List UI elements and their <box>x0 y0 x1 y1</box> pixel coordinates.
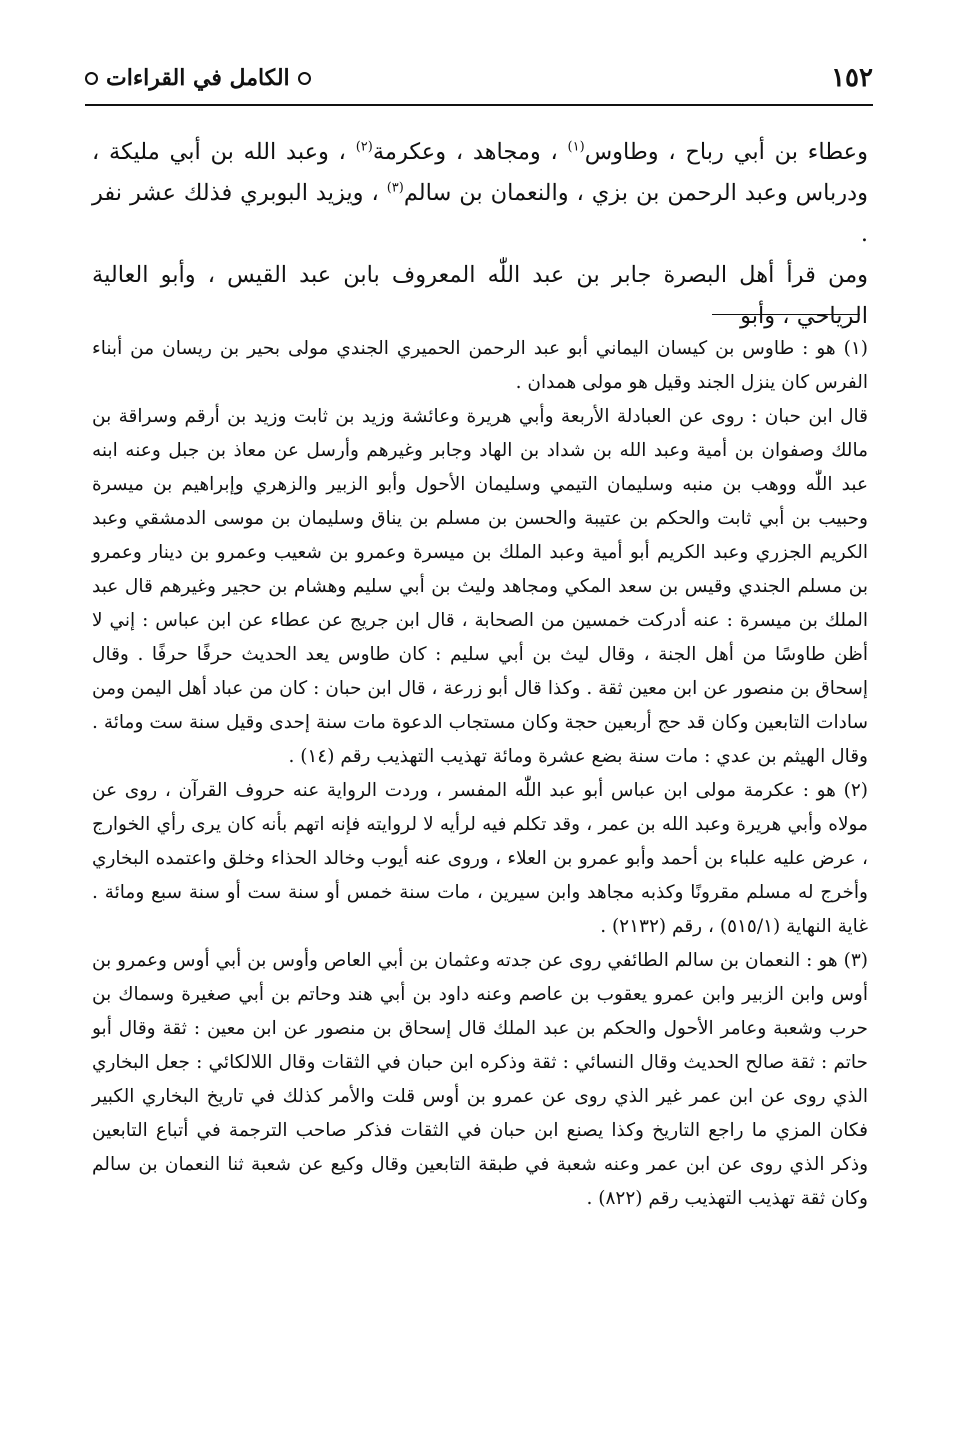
footnote-1-head: (١) هو : طاوس بن كيسان اليماني أبو عبد الرحمن الحميري الجندي مولى بحير بن ريسان من أبناء الفرس كان ينزل الجند وقيل هو مولى همدان . <box>92 338 868 393</box>
text-run: وعطاء بن أبي رباح ، وطاوس <box>584 139 868 165</box>
circle-ornament-icon <box>85 72 98 85</box>
text-run: ، ومجاهد ، وعكرمة <box>372 139 568 165</box>
circle-ornament-icon <box>298 72 311 85</box>
page-number: ١٥٢ <box>831 63 873 93</box>
footnote-ref-3[interactable]: (٣) <box>386 180 404 196</box>
running-title: الكامل في القراءات <box>106 65 290 91</box>
main-paragraph-1 <box>92 132 868 255</box>
footnotes <box>92 332 868 1216</box>
footnote-1-body: قال ابن حبان : روى عن العبادلة الأربعة وأبي هريرة وعائشة وزيد بن ثابت وزيد بن أرقم وسراقة بن مالك وصفوان بن أمية وعبد الله بن شداد بن الهاد وجابر وغيرهم وأرسل عن معاذ بن جبل وعنه ابنه عبد اللّٰه ووهب بن منبه وسليمان التيمي وسليمان الأحول وأبو الزبير والزهري وإبراهيم بن ميسرة وحبيب بن أبي ثابت والحكم بن عتيبة والحسن بن مسلم بن يناق وسليمان بن موسى الدمشقي وعبد الكريم الجزري وعبد الكريم أبو أمية وعبد الملك بن ميسرة وعمرو بن شعيب وعمرو بن دينار وعمرو بن مسلم الجندي وقيس بن سعد المكي ومجاهد وليث بن أبي سليم وهشام بن حجير وغيرهم قال عبد الملك بن ميسرة : عنه أدركت خمسين من الصحابة ، قال ابن جريج عن عطاء عن ابن عباس : إني لا أظن طاوسًا من أهل الجنة ، وقال ليث بن أبي سليم : كان طاوس يعد الحديث حرفًا حرفًا . وقال إسحاق بن منصور عن ابن معين ثقة . وكذا قال أبو زرعة ، قال ابن حبان : كان من عباد أهل اليمن ومن سادات التابعين وكان قد حج أربعين حجة وكان مستجاب الدعوة مات سنة إحدى وقيل سنة ست ومائة . وقال الهيثم بن عدي : مات سنة بضع عشرة ومائة تهذيب التهذيب رقم (١٤) . <box>92 406 868 767</box>
footnote-ref-2[interactable]: (٢) <box>355 139 373 155</box>
page-header <box>85 58 873 98</box>
main-text <box>92 132 868 337</box>
header-rule <box>85 104 873 106</box>
footnote-ref-1[interactable]: (١) <box>567 139 585 155</box>
main-paragraph-2: ومن قرأ أهل البصرة جابر بن عبد اللّٰه المعروف بابن عبد القيس ، وأبو العالية الرياحي ، وأبو <box>92 262 868 329</box>
footnote-2: (٢) هو : عكرمة مولى ابن عباس أبو عبد اللّٰه المفسر ، وردت الرواية عنه حروف القرآن ، روى عن مولاه وأبي هريرة وعبد الله بن عمر ، وقد تكلم فيه لرأيه لا لروايته فإنه اتهم بأنه كان يرى رأي الخوارج ، عرض عليه علباء بن أحمد وأبو عمرو بن العلاء ، وروى عنه أيوب وخالد الحذاء وخلق واعتمده البخاري وأخرج له مسلم مقرونًا وكذبه مجاهد وابن سيرين ، مات سنة خمس أو سنة ست أو سنة سبع ومائة . غاية النهاية (٥١٥/١) ، رقم (٢١٣٢) . <box>92 780 868 937</box>
running-title-wrap <box>85 65 311 91</box>
text-run: ، ويزيد البوبري فذلك عشر نفر . <box>92 180 868 247</box>
text-run: ، وعبد الله بن أبي مليكة ، ودرباس وعبد الرحمن بن بزي ، والنعمان بن سالم <box>92 139 868 206</box>
footnote-separator <box>712 314 860 315</box>
footnote-3: (٣) هو : النعمان بن سالم الطائفي روى عن جدته وعثمان بن أبي العاص وأوس بن أبي أوس وعمرو بن أوس وابن الزبير وابن عمرو يعقوب بن عاصم وعنه داود بن أبي هند وحاتم بن أبي صغيرة وسماك بن حرب وشعبة وعامر الأحول والحكم بن عبد الملك قال إسحاق بن منصور عن ابن معين : ثقة وقال أبو حاتم : ثقة صالح الحديث وقال النسائي : ثقة وذكره ابن حبان في الثقات وقال اللالكائي : جعل البخاري الذي روى عن ابن عمر غير الذي روى عن عمرو بن أوس قلت والأمر كذلك في تاريخ البخاري الكبير فكان المزي ما راجع التاريخ وكذا يصنع ابن حبان في الثقات فذكر صاحب الترجمة في أتباع التابعين وذكر الذي روى عن ابن عمر وعنه شعبة في طبقة التابعين وقال وكيع عن شعبة ثنا النعمان بن سالم وكان ثقة تهذيب التهذيب رقم (٨٢٢) . <box>92 950 868 1209</box>
